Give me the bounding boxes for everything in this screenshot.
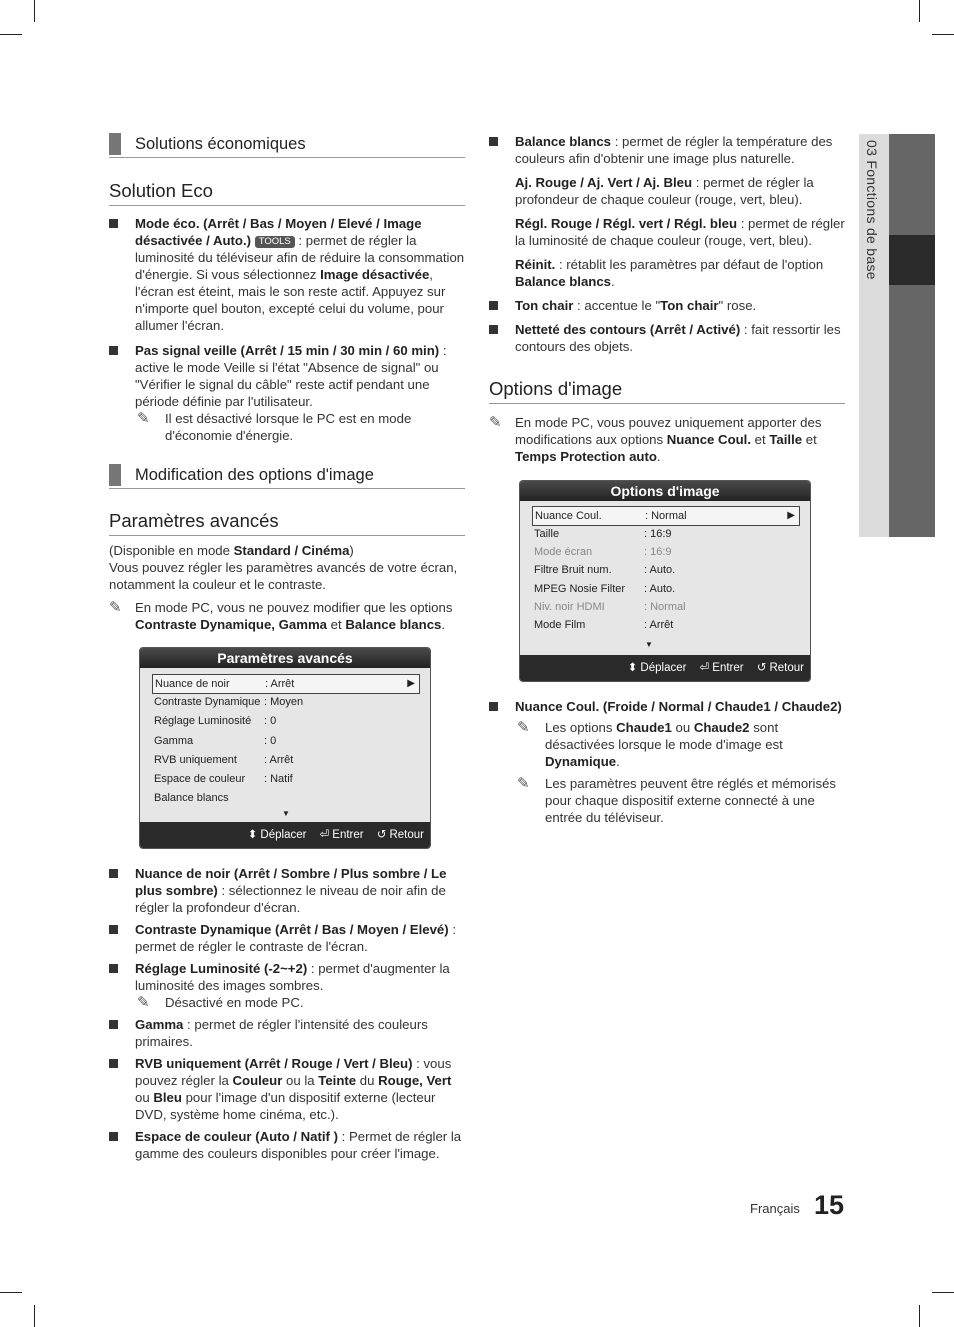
osd-row[interactable]: Taille : 16:9 — [534, 528, 672, 540]
note: ✎ Les paramètres peuvent être réglés et mémorisés pour chaque dispositif externe connecté à une entrée du téléviseur. — [517, 775, 836, 825]
list-item: Mode éco. (Arrêt / Bas / Moyen / Elevé / Image désactivée / Auto.) TOOLS : permet de régler la luminosité du téléviseur afin de réduire la consommation d'énergie. Si vous sélectionnez Image désactivée, l'écran est éteint, mais le son reste actif. Appuyez sur n'importe quel bouton, excepté celui du volume, pour allumer l'écran. — [109, 215, 465, 334]
list-item: Espace de couleur (Auto / Natif ) : Permet de régler la gamme des couleurs disponibles pour créer l'image. — [109, 1128, 465, 1162]
osd-row[interactable]: Contraste Dynamique : Moyen — [154, 696, 304, 708]
pencil-icon: ✎ — [137, 410, 150, 427]
osd-row: Mode écran : 16:9 — [534, 546, 672, 558]
crop-mark — [0, 1292, 22, 1293]
osd-row[interactable]: Filtre Bruit num. : Auto. — [534, 564, 676, 576]
list-item: Gamma : permet de régler l'intensité des couleurs primaires. — [109, 1016, 465, 1050]
list-item: Pas signal veille (Arrêt / 15 min / 30 min / 60 min) : active le mode Veille si l'état "Absence de signal" ou "Vérifier le signal du câble" reste actif pendant une période définie par l'utilisateur. — [109, 342, 465, 410]
pencil-icon: ✎ — [489, 414, 502, 431]
note: ✎ Il est désactivé lorsque le PC est en mode d'économie d'énergie. — [137, 410, 412, 443]
osd-row[interactable]: RVB uniquement : Arrêt — [154, 754, 294, 766]
crop-mark — [919, 1305, 920, 1327]
osd-row[interactable]: Nuance de noir : Arrêt ▶ — [152, 674, 420, 694]
osd-title: Paramètres avancés — [140, 648, 430, 668]
note: ✎ Désactivé en mode PC. — [137, 994, 304, 1011]
list-item: Balance blancs : permet de régler la température des couleurs afin d'obtenir une image plus naturelle. — [489, 133, 845, 167]
chapter-label: 03 Fonctions de base — [864, 140, 880, 280]
list-item: Réglage Luminosité (-2~+2) : permet d'augmenter la luminosité des images sombres. — [109, 960, 465, 994]
subsection-heading: Solution Eco — [109, 179, 465, 206]
chapter-tab — [859, 134, 935, 537]
osd-row[interactable]: Nuance Coul. : Normal ▶ — [532, 506, 800, 526]
enter-icon: ⏎ — [699, 662, 710, 674]
osd-footer: ⬍ Déplacer ⏎ Entrer ↺ Retour — [140, 822, 430, 848]
osd-row[interactable]: Espace de couleur : Natif — [154, 773, 293, 785]
availability-text: (Disponible en mode Standard / Cinéma) — [109, 543, 354, 558]
return-icon: ↺ — [376, 829, 387, 841]
crop-mark — [34, 1305, 35, 1327]
updown-icon: ⬍ — [247, 829, 258, 841]
osd-row[interactable]: Réglage Luminosité : 0 — [154, 715, 277, 727]
pencil-icon: ✎ — [109, 599, 122, 616]
return-icon: ↺ — [756, 662, 767, 674]
tools-icon: TOOLS — [255, 236, 295, 248]
arrow-right-icon: ▶ — [787, 510, 795, 521]
crop-mark — [932, 34, 954, 35]
list-item: Ton chair : accentue le "Ton chair" rose. — [489, 297, 845, 314]
osd-title: Options d'image — [520, 481, 810, 501]
section-heading: Modification des options d'image — [109, 464, 465, 489]
arrow-right-icon: ▶ — [407, 678, 415, 689]
list-item: Contraste Dynamique (Arrêt / Bas / Moyen / Elevé) : permet de régler le contraste de l'écran. — [109, 921, 465, 955]
osd-footer: ⬍ Déplacer ⏎ Entrer ↺ Retour — [520, 655, 810, 681]
updown-icon: ⬍ — [627, 662, 638, 674]
enter-icon: ⏎ — [319, 829, 330, 841]
crop-mark — [919, 0, 920, 22]
list-item: Netteté des contours (Arrêt / Activé) : fait ressortir les contours des objets. — [489, 321, 845, 355]
crop-mark — [932, 1292, 954, 1293]
sub-paragraph: Aj. Rouge / Aj. Vert / Aj. Bleu : permet de régler la profondeur de chaque couleur (rouge, vert, bleu). — [515, 175, 814, 207]
sub-paragraph: Régl. Rouge / Régl. vert / Régl. bleu : permet de régler la luminosité de chaque couleur (rouge, vert, bleu). — [515, 216, 845, 248]
sub-paragraph: Réinit. : rétablit les paramètres par défaut de l'option Balance blancs. — [515, 257, 824, 289]
list-item: RVB uniquement (Arrêt / Rouge / Vert / Bleu) : vous pouvez régler la Couleur ou la Teinte du Rouge, Vert ou Bleu pour l'image d'un dispositif externe (lecteur DVD, système home cinéma, etc.). — [109, 1055, 465, 1123]
footer-language: Français — [750, 1201, 800, 1216]
pencil-icon: ✎ — [517, 775, 530, 792]
osd-row: Niv. noir HDMI : Normal — [534, 601, 686, 613]
note: ✎ En mode PC, vous ne pouvez modifier que les options Contraste Dynamique, Gamma et Balance blancs. — [109, 599, 453, 632]
section-heading: Solutions économiques — [109, 133, 465, 158]
right-column — [489, 133, 845, 826]
osd-menu-picture-options — [519, 480, 811, 682]
osd-row[interactable]: Mode Film : Arrêt — [534, 619, 674, 631]
osd-menu-advanced — [139, 647, 431, 849]
list-item: Nuance de noir (Arrêt / Sombre / Plus sombre / Le plus sombre) : sélectionnez le niveau de noir afin de régler la profondeur d'écran. — [109, 865, 465, 916]
scroll-down-icon[interactable]: ▼ — [645, 640, 653, 649]
pencil-icon: ✎ — [517, 719, 530, 736]
left-column — [109, 133, 465, 1162]
crop-mark — [34, 0, 35, 22]
note: ✎ En mode PC, vous pouvez uniquement apporter des modifications aux options Nuance Coul. et Taille et Temps Protection auto. — [489, 414, 822, 464]
osd-row[interactable]: MPEG Nosie Filter : Auto. — [534, 583, 676, 595]
osd-row[interactable]: Gamma : 0 — [154, 735, 277, 747]
page-number: 15 — [813, 1190, 844, 1220]
subsection-heading: Options d'image — [489, 377, 845, 404]
pencil-icon: ✎ — [137, 994, 150, 1011]
note: ✎ Les options Chaude1 ou Chaude2 sont désactivées lorsque le mode d'image est Dynamique. — [517, 719, 783, 769]
intro-text: Vous pouvez régler les paramètres avancés de votre écran, notamment la couleur et le contraste. — [109, 560, 458, 592]
osd-row[interactable]: Balance blancs — [154, 792, 229, 804]
list-item: Nuance Coul. (Froide / Normal / Chaude1 / Chaude2) — [489, 698, 845, 715]
scroll-down-icon[interactable]: ▼ — [282, 809, 290, 818]
crop-mark — [0, 34, 22, 35]
subsection-heading: Paramètres avancés — [109, 509, 465, 536]
